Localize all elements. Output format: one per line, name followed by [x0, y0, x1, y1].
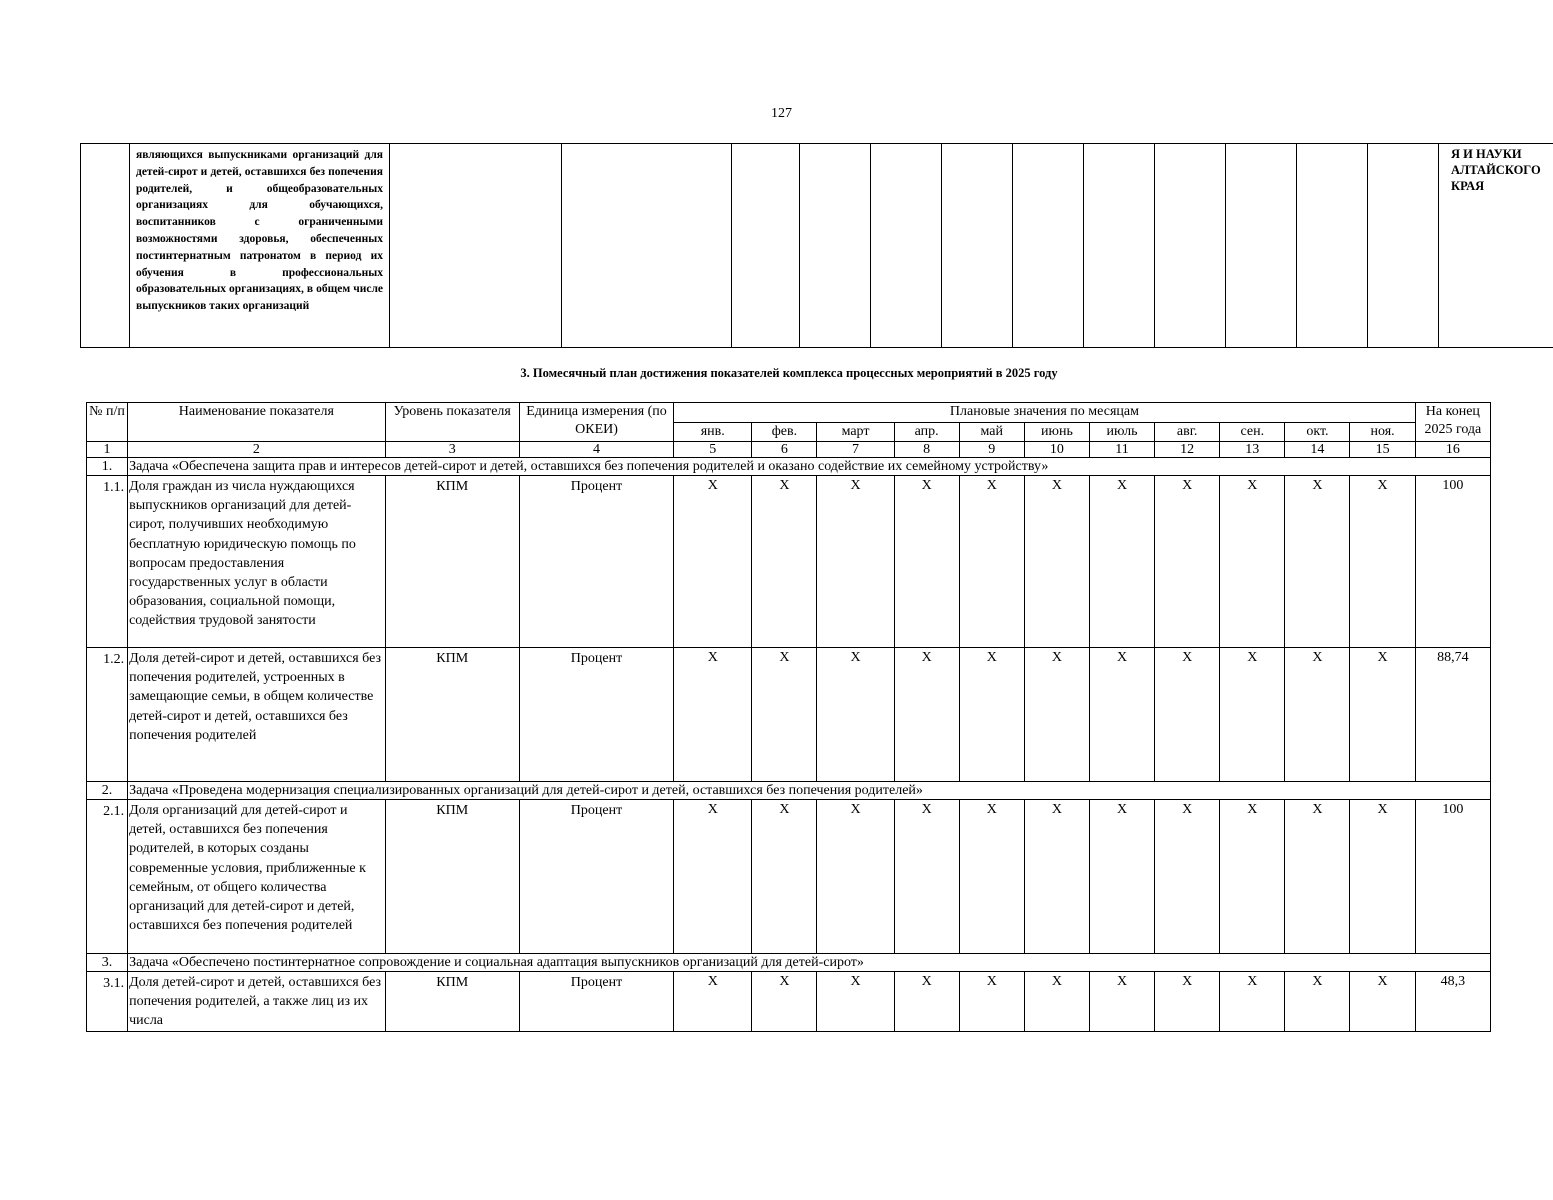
month-header-1: янв.	[674, 423, 752, 442]
monthly-value-2: X	[752, 476, 817, 648]
header-final: На конец 2025 года	[1415, 403, 1490, 442]
column-number-3: 3	[385, 442, 519, 458]
indicator-row	[87, 476, 1491, 648]
indicator-unit: Процент	[519, 476, 673, 648]
task-number: 1.	[87, 458, 128, 476]
month-header-6: июнь	[1024, 423, 1089, 442]
column-number-14: 14	[1285, 442, 1350, 458]
month-header-10: окт.	[1285, 423, 1350, 442]
column-number-16: 16	[1415, 442, 1490, 458]
monthly-value-2: X	[752, 800, 817, 954]
column-number-12: 12	[1155, 442, 1220, 458]
column-number-7: 7	[817, 442, 894, 458]
monthly-value-3: X	[817, 648, 894, 782]
task-title: Задача «Обеспечена защита прав и интересов детей-сирот и детей, оставшихся без попечения родителей и оказано содействие их семейному устройству»	[128, 458, 1491, 476]
continuation-table	[80, 143, 1553, 348]
monthly-value-5: X	[959, 648, 1024, 782]
monthly-value-6: X	[1024, 648, 1089, 782]
indicator-unit: Процент	[519, 648, 673, 782]
monthly-value-4: X	[894, 476, 959, 648]
monthly-value-7: X	[1089, 648, 1154, 782]
column-number-6: 6	[752, 442, 817, 458]
monthly-value-6: X	[1024, 972, 1089, 1032]
indicator-unit: Процент	[519, 800, 673, 954]
monthly-value-11: X	[1350, 800, 1415, 954]
monthly-value-9: X	[1220, 476, 1285, 648]
indicator-name: Доля детей-сирот и детей, оставшихся без попечения родителей, устроенных в замещающие семьи, в общем количестве детей-сирот и детей, оставшихся без попечения родителей	[128, 648, 386, 782]
task-row	[87, 458, 1491, 476]
indicator-name: Доля детей-сирот и детей, оставшихся без попечения родителей, а также лиц из их числа	[128, 972, 386, 1032]
monthly-value-10: X	[1285, 972, 1350, 1032]
month-header-4: апр.	[894, 423, 959, 442]
indicator-name: Доля граждан из числа нуждающихся выпускников организаций для детей-сирот, получивших необходимую бесплатную юридическую помощь по вопросам предоставления государственных услуг в области образования, социальной помощи, содействия трудовой занятости	[128, 476, 386, 648]
monthly-value-10: X	[1285, 476, 1350, 648]
final-value: 100	[1415, 800, 1490, 954]
monthly-value-4: X	[894, 800, 959, 954]
indicator-row	[87, 648, 1491, 782]
indicator-level: КПМ	[385, 648, 519, 782]
monthly-value-5: X	[959, 800, 1024, 954]
monthly-value-8: X	[1155, 648, 1220, 782]
monthly-value-11: X	[1350, 648, 1415, 782]
indicator-row	[87, 800, 1491, 954]
monthly-value-2: X	[752, 648, 817, 782]
continuation-cell-text	[130, 144, 390, 348]
page-number: 127	[771, 106, 792, 121]
month-header-11: ноя.	[1350, 423, 1415, 442]
monthly-value-1: X	[674, 648, 752, 782]
monthly-value-9: X	[1220, 972, 1285, 1032]
header-level: Уровень показателя	[385, 403, 519, 442]
task-title: Задача «Проведена модернизация специализированных организаций для детей-сирот и детей, оставшихся без попечения родителей»	[128, 782, 1491, 800]
monthly-value-11: X	[1350, 972, 1415, 1032]
indicator-level: КПМ	[385, 476, 519, 648]
monthly-value-1: X	[674, 800, 752, 954]
indicator-level: КПМ	[385, 972, 519, 1032]
column-number-1: 1	[87, 442, 128, 458]
monthly-value-10: X	[1285, 800, 1350, 954]
header-name: Наименование показателя	[128, 403, 386, 442]
header-months-group: Плановые значения по месяцам	[674, 403, 1416, 423]
month-header-9: сен.	[1220, 423, 1285, 442]
indicator-number: 1.2.	[87, 648, 128, 782]
column-number-5: 5	[674, 442, 752, 458]
monthly-value-10: X	[1285, 648, 1350, 782]
column-number-8: 8	[894, 442, 959, 458]
column-number-2: 2	[128, 442, 386, 458]
column-number-row	[87, 442, 1491, 458]
monthly-value-7: X	[1089, 476, 1154, 648]
task-row	[87, 782, 1491, 800]
indicator-number: 3.1.	[87, 972, 128, 1032]
indicator-number: 2.1.	[87, 800, 128, 954]
indicator-name: Доля организаций для детей-сирот и детей, оставшихся без попечения родителей, в которых созданы современные условия, приближенные к семейным, от общего количества организаций для детей-сирот и детей, оставшихся без попечения родителей	[128, 800, 386, 954]
column-number-4: 4	[519, 442, 673, 458]
indicator-unit: Процент	[519, 972, 673, 1032]
monthly-value-11: X	[1350, 476, 1415, 648]
monthly-value-3: X	[817, 800, 894, 954]
final-value: 48,3	[1415, 972, 1490, 1032]
monthly-value-7: X	[1089, 800, 1154, 954]
monthly-value-8: X	[1155, 972, 1220, 1032]
header-unit: Единица измерения (по ОКЕИ)	[519, 403, 673, 442]
continuation-organization: Я И НАУКИ АЛТАЙСКОГО КРАЯ	[1451, 147, 1541, 193]
monthly-value-5: X	[959, 476, 1024, 648]
indicator-row	[87, 972, 1491, 1032]
final-value: 100	[1415, 476, 1490, 648]
continuation-cell-org	[1439, 144, 1553, 348]
column-number-13: 13	[1220, 442, 1285, 458]
monthly-value-4: X	[894, 972, 959, 1032]
month-header-2: фев.	[752, 423, 817, 442]
task-title: Задача «Обеспечено постинтернатное сопровождение и социальная адаптация выпускников организаций для детей-сирот»	[128, 954, 1491, 972]
monthly-value-9: X	[1220, 648, 1285, 782]
column-number-10: 10	[1024, 442, 1089, 458]
task-number: 3.	[87, 954, 128, 972]
monthly-value-1: X	[674, 476, 752, 648]
indicator-number: 1.1.	[87, 476, 128, 648]
monthly-value-6: X	[1024, 800, 1089, 954]
monthly-value-5: X	[959, 972, 1024, 1032]
continuation-cell-num	[81, 144, 130, 348]
task-number: 2.	[87, 782, 128, 800]
column-number-9: 9	[959, 442, 1024, 458]
final-value: 88,74	[1415, 648, 1490, 782]
monthly-value-6: X	[1024, 476, 1089, 648]
monthly-value-3: X	[817, 476, 894, 648]
monthly-value-7: X	[1089, 972, 1154, 1032]
monthly-value-8: X	[1155, 800, 1220, 954]
monthly-value-2: X	[752, 972, 817, 1032]
column-number-11: 11	[1089, 442, 1154, 458]
monthly-value-4: X	[894, 648, 959, 782]
header-num: № п/п	[87, 403, 128, 442]
column-number-15: 15	[1350, 442, 1415, 458]
month-header-8: авг.	[1155, 423, 1220, 442]
monthly-plan-table	[86, 402, 1491, 1032]
monthly-value-3: X	[817, 972, 894, 1032]
monthly-value-1: X	[674, 972, 752, 1032]
task-row	[87, 954, 1491, 972]
indicator-level: КПМ	[385, 800, 519, 954]
month-header-5: май	[959, 423, 1024, 442]
section-heading: 3. Помесячный план достижения показателей комплекса процессных мероприятий в 2025 году	[520, 366, 1058, 380]
monthly-value-9: X	[1220, 800, 1285, 954]
continuation-text: являющихся выпускниками организаций для детей-сирот и детей, оставшихся без попечения родителей, и общеобразовательных организациях для обучающихся, воспитанников с ограниченными возможностями здоровья, обеспеченных постинтернатным патронатом в период их обучения в профессиональных образовательных организациях, в общем числе выпускников таких организаций	[136, 149, 383, 313]
monthly-value-8: X	[1155, 476, 1220, 648]
month-header-7: июль	[1089, 423, 1154, 442]
month-header-3: март	[817, 423, 894, 442]
